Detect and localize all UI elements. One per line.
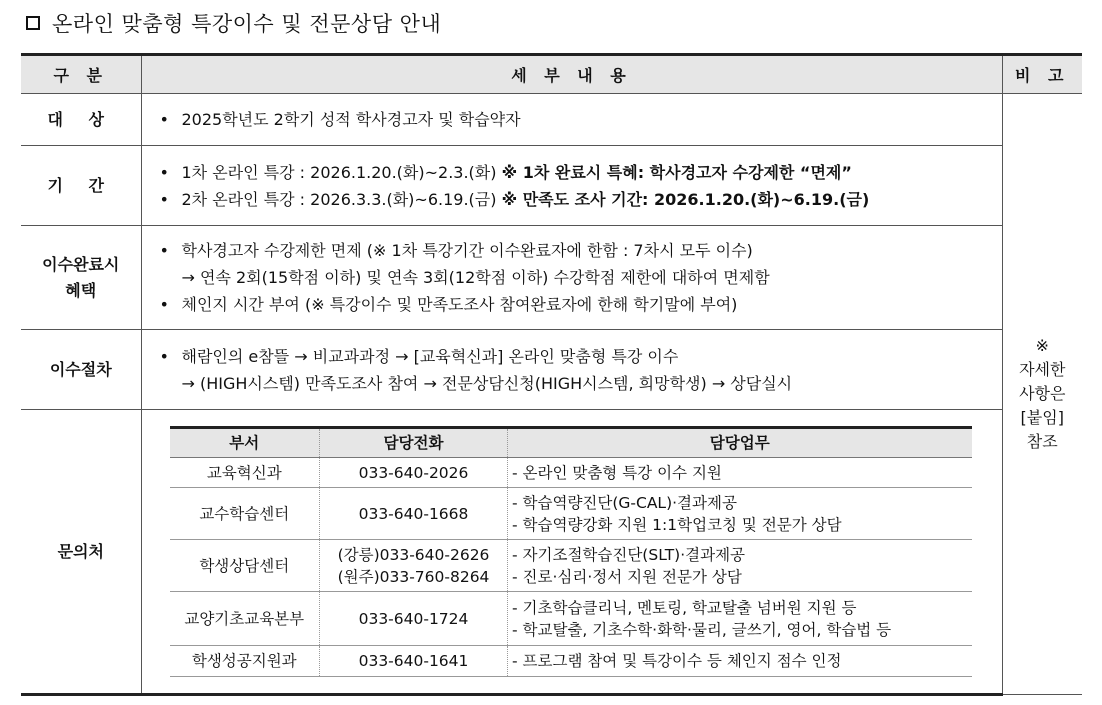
header-category: 구 분 — [21, 55, 141, 94]
page-title-text: 온라인 맞춤형 특강이수 및 전문상담 안내 — [52, 12, 442, 36]
row-content-contact — [141, 410, 1002, 695]
row-label-benefit: 이수완료시 혜택 — [21, 226, 141, 330]
row-label-contact: 문의처 — [21, 410, 141, 695]
header-remarks: 비 고 — [1002, 55, 1082, 94]
bullet-icon: • — [159, 162, 169, 182]
table-row: 교육혁신과 033-640-2026 - 온라인 맞춤형 특강 이수 지원 — [170, 458, 972, 488]
row-label-procedure: 이수절차 — [21, 330, 141, 410]
bullet-icon: • — [159, 295, 169, 314]
checkbox-square-icon — [26, 16, 40, 30]
contact-header-dept: 부서 — [170, 428, 320, 458]
info-table — [21, 53, 1082, 696]
bullet-icon: • — [159, 241, 169, 260]
contact-header-duty: 담당업무 — [508, 428, 972, 458]
row-label-target: 대 상 — [21, 94, 141, 146]
bullet-icon: • — [159, 189, 169, 209]
header-details: 세 부 내 용 — [141, 55, 1002, 94]
row-label-period: 기 간 — [21, 146, 141, 226]
row-content-target: • 2025학년도 2학기 성적 학사경고자 및 학습약자 — [141, 94, 1002, 146]
contact-header-phone: 담당전화 — [320, 428, 508, 458]
bullet-icon: • — [159, 346, 169, 366]
row-content-period: • 1차 온라인 특강 : 2026.1.20.(화)~2.3.(화) ※ 1차 완료시 특혜: 학사경고자 수강제한 “면제” • 2차 온라인 특강 : 2026.3.3.(화)~6.19.(금) ※ 만족도 조사 기간: 2026.1.20.(화)~6.19.(금) — [141, 146, 1002, 226]
table-row: 학생성공지원과 033-640-1641 - 프로그램 참여 및 특강이수 등 체인지 점수 인정 — [170, 646, 972, 677]
page-title — [26, 7, 441, 39]
contact-table — [170, 426, 972, 677]
table-row: 학생상담센터 (강릉)033-640-2626 (원주)033-760-8264 - 자기조절학습진단(SLT)·결과제공 - 진로·심리·정서 지원 전문가 상담 — [170, 540, 972, 592]
row-content-procedure: • 해람인의 e참뜰 → 비교과과정 → [교육혁신과] 온라인 맞춤형 특강 이수 → (HIGH시스템) 만족도조사 참여 → 전문상담신청(HIGH시스템, 희망학생) → 상담실시 — [141, 330, 1002, 410]
table-row: 교양기초교육본부 033-640-1724 - 기초학습클리닉, 멘토링, 학교탈출 넘버원 지원 등 - 학교탈출, 기초수학·화학·물리, 글쓰기, 영어, 학습법 등 — [170, 592, 972, 646]
remarks-note: ※ 자세한 사항은 [붙임] 참조 — [1002, 94, 1082, 695]
row-content-benefit: • 학사경고자 수강제한 면제 (※ 1차 특강기간 이수완료자에 한함 : 7차시 모두 이수) → 연속 2회(15학점 이하) 및 연속 3회(12학점 이하) 수강학점 제한에 대하여 면제함 • 체인지 시간 부여 (※ 특강이수 및 만족도조사 참여완료자에 한해 학기말에 부여) — [141, 226, 1002, 330]
bullet-icon: • — [159, 110, 169, 129]
table-row: 교수학습센터 033-640-1668 - 학습역량진단(G-CAL)·결과제공 - 학습역량강화 지원 1:1학업코칭 및 전문가 상담 — [170, 488, 972, 540]
